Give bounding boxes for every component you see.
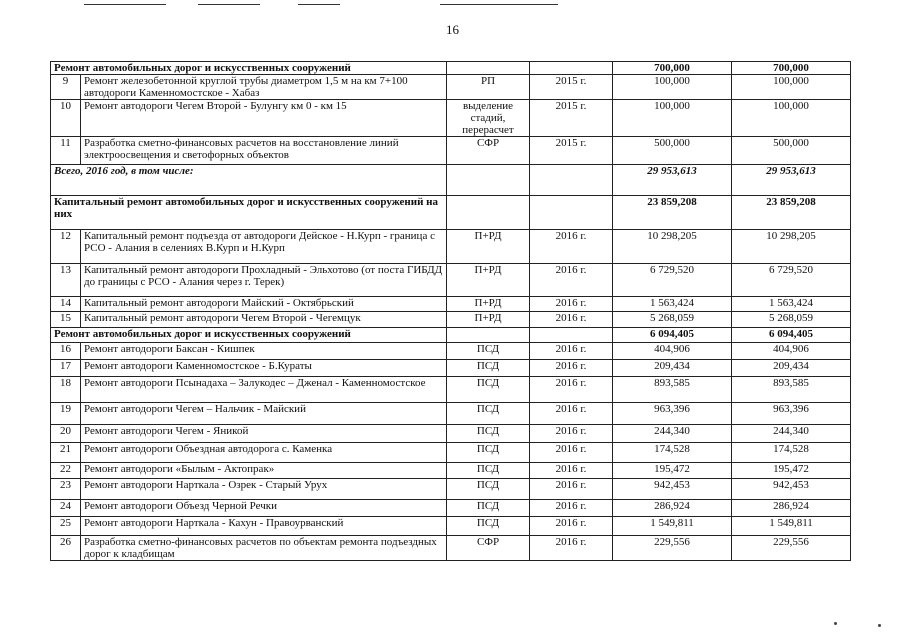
table-row	[51, 500, 851, 517]
amount-total: 244,340	[613, 425, 732, 443]
table-row	[51, 443, 851, 463]
amount-budget: 286,924	[732, 500, 851, 517]
section-row	[51, 196, 851, 230]
amount-total: 195,472	[613, 463, 732, 479]
section-amount-budget: 6 094,405	[732, 328, 851, 343]
work-name: Капитальный ремонт автодороги Чегем Второй - Чегемцук	[81, 312, 447, 328]
amount-total: 1 549,811	[613, 517, 732, 536]
basis-document: ПСД	[447, 443, 530, 463]
basis-document: ПСД	[447, 463, 530, 479]
section-amount-total: 23 859,208	[613, 196, 732, 230]
work-name: Капитальный ремонт автодороги Прохладный - Эльхотово (от поста ГИБДД до границы с РСО - Алания через г. Терек)	[81, 264, 447, 297]
row-number: 16	[51, 343, 81, 360]
work-year: 2016 г.	[530, 425, 613, 443]
work-name: Ремонт автодороги Псынадаха – Залукодес – Дженал - Каменномостское	[81, 377, 447, 403]
work-name: Ремонт автодороги Объездная автодорога с. Каменка	[81, 443, 447, 463]
section-amount-total: 700,000	[613, 62, 732, 75]
work-year: 2016 г.	[530, 443, 613, 463]
works-table	[50, 61, 851, 561]
row-number: 11	[51, 137, 81, 165]
amount-budget: 963,396	[732, 403, 851, 425]
table-row	[51, 425, 851, 443]
work-year: 2016 г.	[530, 463, 613, 479]
table-row	[51, 517, 851, 536]
top-rule-2	[198, 4, 260, 5]
amount-budget: 229,556	[732, 536, 851, 561]
row-number: 20	[51, 425, 81, 443]
work-name: Разработка сметно-финансовых расчетов по объектам ремонта подъездных дорог к кладбищам	[81, 536, 447, 561]
amount-budget: 195,472	[732, 463, 851, 479]
section-row	[51, 328, 851, 343]
work-year: 2016 г.	[530, 312, 613, 328]
amount-budget: 100,000	[732, 75, 851, 100]
basis-document: П+РД	[447, 312, 530, 328]
amount-total: 1 563,424	[613, 297, 732, 312]
amount-total: 209,434	[613, 360, 732, 377]
empty-cell	[530, 196, 613, 230]
work-year: 2016 г.	[530, 264, 613, 297]
work-name: Ремонт автодороги Нарткала - Кахун - Правоурванский	[81, 517, 447, 536]
table-row	[51, 312, 851, 328]
section-title: Ремонт автомобильных дорог и искусственных сооружений	[51, 62, 447, 75]
empty-cell	[530, 328, 613, 343]
work-name: Ремонт автодороги Чегем – Нальчик - Майский	[81, 403, 447, 425]
work-year: 2015 г.	[530, 100, 613, 137]
empty-cell	[447, 196, 530, 230]
section-title: Капитальный ремонт автомобильных дорог и искусственных сооружений на них	[51, 196, 447, 230]
amount-total: 174,528	[613, 443, 732, 463]
amount-budget: 100,000	[732, 100, 851, 137]
work-year: 2016 г.	[530, 377, 613, 403]
amount-total: 5 268,059	[613, 312, 732, 328]
row-number: 22	[51, 463, 81, 479]
amount-budget: 1 549,811	[732, 517, 851, 536]
table-row	[51, 377, 851, 403]
row-number: 21	[51, 443, 81, 463]
basis-document: ПСД	[447, 343, 530, 360]
work-name: Ремонт автодороги Объезд Черной Речки	[81, 500, 447, 517]
amount-total: 893,585	[613, 377, 732, 403]
amount-total: 229,556	[613, 536, 732, 561]
table-row	[51, 230, 851, 264]
basis-document: СФР	[447, 536, 530, 561]
top-rule-1	[84, 4, 166, 5]
empty-cell	[447, 328, 530, 343]
amount-total: 100,000	[613, 100, 732, 137]
total-amount-budget: 29 953,613	[732, 165, 851, 196]
row-number: 25	[51, 517, 81, 536]
basis-document: ПСД	[447, 479, 530, 500]
works-table-body	[51, 62, 851, 561]
basis-document: СФР	[447, 137, 530, 165]
table-row	[51, 75, 851, 100]
work-name: Разработка сметно-финансовых расчетов на восстановление линий электроосвещения и светофорных объектов	[81, 137, 447, 165]
work-name: Ремонт железобетонной круглой трубы диаметром 1,5 м на км 7+100 автодороги Каменномостское - Хабаз	[81, 75, 447, 100]
basis-document: ПСД	[447, 403, 530, 425]
amount-total: 500,000	[613, 137, 732, 165]
work-year: 2016 г.	[530, 360, 613, 377]
scan-speck	[834, 622, 837, 625]
section-amount-total: 6 094,405	[613, 328, 732, 343]
amount-budget: 404,906	[732, 343, 851, 360]
row-number: 12	[51, 230, 81, 264]
work-name: Ремонт автодороги Нарткала - Озрек - Старый Урух	[81, 479, 447, 500]
basis-document: П+РД	[447, 230, 530, 264]
amount-budget: 244,340	[732, 425, 851, 443]
empty-cell	[447, 165, 530, 196]
basis-document: ПСД	[447, 425, 530, 443]
row-number: 26	[51, 536, 81, 561]
amount-total: 6 729,520	[613, 264, 732, 297]
work-name: Ремонт автодороги Баксан - Кишпек	[81, 343, 447, 360]
amount-budget: 10 298,205	[732, 230, 851, 264]
table-row	[51, 360, 851, 377]
empty-cell	[530, 62, 613, 75]
work-year: 2016 г.	[530, 403, 613, 425]
empty-cell	[447, 62, 530, 75]
table-row	[51, 264, 851, 297]
section-title: Ремонт автомобильных дорог и искусственных сооружений	[51, 328, 447, 343]
table-row	[51, 137, 851, 165]
total-amount: 29 953,613	[613, 165, 732, 196]
table-row	[51, 343, 851, 360]
page-number: 16	[446, 22, 459, 37]
basis-document: ПСД	[447, 517, 530, 536]
work-name: Ремонт автодороги Чегем - Яникой	[81, 425, 447, 443]
work-name: Ремонт автодороги Чегем Второй - Булунгу км 0 - км 15	[81, 100, 447, 137]
basis-document: выделение стадий, перерасчет	[447, 100, 530, 137]
total-label: Всего, 2016 год, в том числе:	[51, 165, 447, 196]
work-year: 2015 г.	[530, 75, 613, 100]
total-row	[51, 165, 851, 196]
basis-document: РП	[447, 75, 530, 100]
table-row	[51, 297, 851, 312]
table-row	[51, 403, 851, 425]
work-name: Капитальный ремонт подъезда от автодороги Дейское - Н.Курп - граница с РСО - Алания в селениях В.Курп и Н.Курп	[81, 230, 447, 264]
section-row	[51, 62, 851, 75]
amount-total: 942,453	[613, 479, 732, 500]
row-number: 18	[51, 377, 81, 403]
row-number: 23	[51, 479, 81, 500]
amount-total: 10 298,205	[613, 230, 732, 264]
work-year: 2016 г.	[530, 343, 613, 360]
amount-total: 404,906	[613, 343, 732, 360]
amount-budget: 174,528	[732, 443, 851, 463]
work-year: 2016 г.	[530, 479, 613, 500]
amount-total: 100,000	[613, 75, 732, 100]
top-rule-3	[298, 4, 340, 5]
amount-budget: 5 268,059	[732, 312, 851, 328]
amount-total: 286,924	[613, 500, 732, 517]
work-year: 2015 г.	[530, 137, 613, 165]
table-row	[51, 536, 851, 561]
amount-budget: 893,585	[732, 377, 851, 403]
top-rule-4	[440, 4, 558, 5]
amount-budget: 500,000	[732, 137, 851, 165]
work-name: Ремонт автодороги Каменномостское - Б.Кураты	[81, 360, 447, 377]
row-number: 15	[51, 312, 81, 328]
table-row	[51, 479, 851, 500]
row-number: 10	[51, 100, 81, 137]
row-number: 13	[51, 264, 81, 297]
amount-total: 963,396	[613, 403, 732, 425]
basis-document: ПСД	[447, 360, 530, 377]
table-row	[51, 463, 851, 479]
row-number: 19	[51, 403, 81, 425]
basis-document: ПСД	[447, 500, 530, 517]
section-amount-budget: 700,000	[732, 62, 851, 75]
amount-budget: 209,434	[732, 360, 851, 377]
row-number: 14	[51, 297, 81, 312]
row-number: 24	[51, 500, 81, 517]
work-year: 2016 г.	[530, 500, 613, 517]
work-year: 2016 г.	[530, 230, 613, 264]
row-number: 9	[51, 75, 81, 100]
work-year: 2016 г.	[530, 517, 613, 536]
section-amount-budget: 23 859,208	[732, 196, 851, 230]
empty-cell	[530, 165, 613, 196]
basis-document: ПСД	[447, 377, 530, 403]
basis-document: П+РД	[447, 297, 530, 312]
amount-budget: 1 563,424	[732, 297, 851, 312]
work-name: Ремонт автодороги «Былым - Актопрак»	[81, 463, 447, 479]
work-year: 2016 г.	[530, 297, 613, 312]
scan-speck	[878, 624, 881, 627]
work-name: Капитальный ремонт автодороги Майский - Октябрьский	[81, 297, 447, 312]
table-row	[51, 100, 851, 137]
amount-budget: 942,453	[732, 479, 851, 500]
row-number: 17	[51, 360, 81, 377]
basis-document: П+РД	[447, 264, 530, 297]
work-year: 2016 г.	[530, 536, 613, 561]
amount-budget: 6 729,520	[732, 264, 851, 297]
